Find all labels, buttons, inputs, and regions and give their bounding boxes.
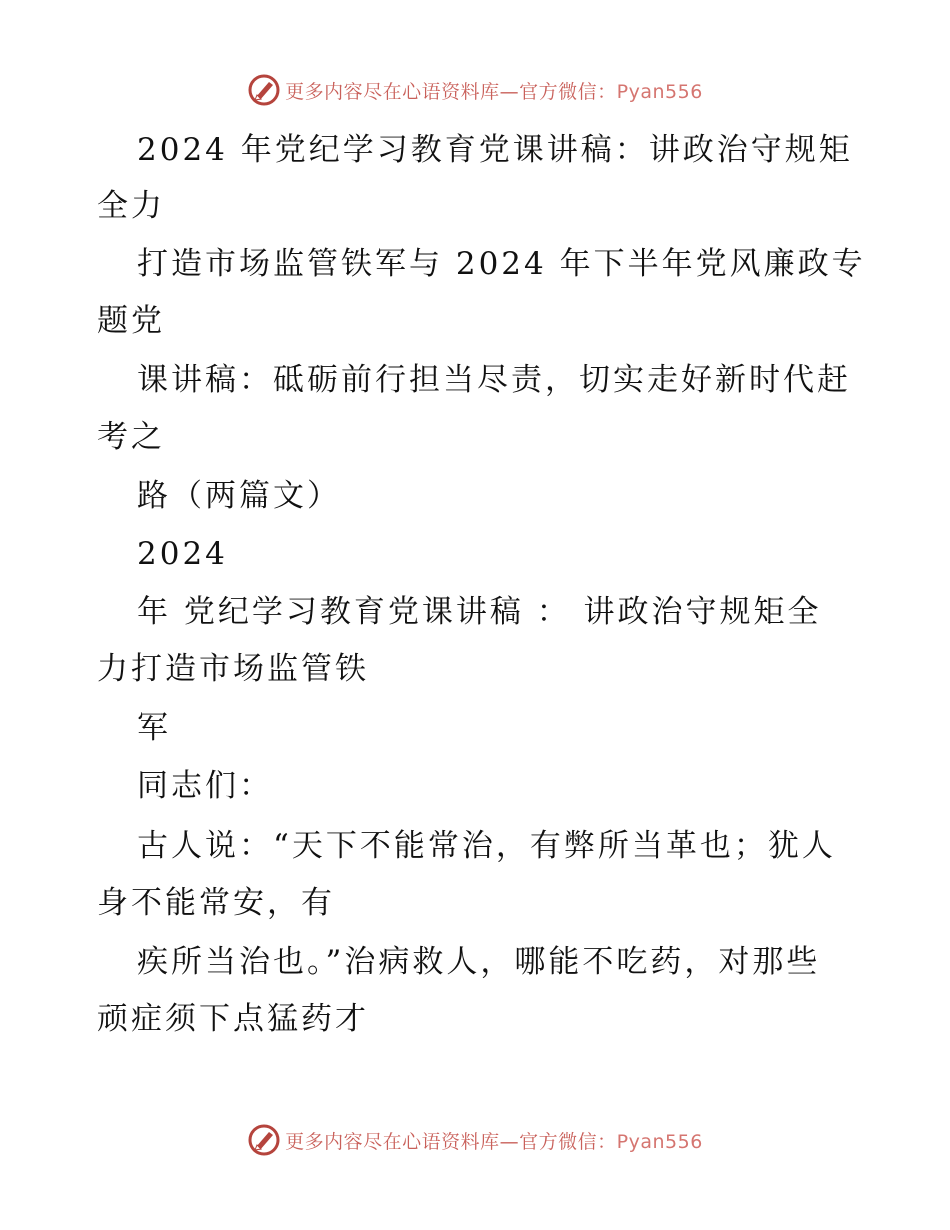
doc-line: 疾所当治也。”治病救人，哪能不吃药，对那些 [137, 944, 821, 980]
doc-line: 路（两篇文） [137, 478, 341, 514]
doc-line: 军 [137, 710, 171, 746]
doc-line: 全力 [97, 188, 165, 224]
watermark-text: 更多内容尽在心语资料库—官方微信：Pyan556 [285, 80, 703, 103]
pen-seal-icon [247, 73, 281, 107]
doc-line: 身不能常安，有 [97, 885, 335, 921]
pen-seal-icon [247, 1123, 281, 1157]
doc-line: 考之 [97, 419, 165, 455]
doc-line: 题党 [97, 303, 165, 339]
watermark-wechat-id: Pyan556 [616, 1130, 703, 1153]
doc-line: 力打造市场监管铁 [97, 651, 369, 687]
watermark-text: 更多内容尽在心语资料库—官方微信：Pyan556 [285, 1130, 703, 1153]
header-watermark [0, 70, 950, 110]
watermark-wechat-id: Pyan556 [616, 80, 703, 103]
doc-line: 年 党纪学习教育党课讲稿 ： 讲政治守规矩全 [137, 594, 822, 630]
doc-line: 顽症须下点猛药才 [97, 1001, 369, 1037]
doc-line: 课讲稿：砥砺前行担当尽责，切实走好新时代赶 [137, 362, 851, 398]
doc-line: 2024 [137, 536, 228, 572]
doc-line: 2024 年党纪学习教育党课讲稿：讲政治守规矩 [137, 132, 853, 168]
doc-line: 同志们： [137, 768, 273, 804]
footer-watermark [0, 1120, 950, 1160]
doc-line: 打造市场监管铁军与 2024 年下半年党风廉政专 [137, 246, 866, 282]
doc-line: 古人说：“天下不能常治，有弊所当革也；犹人 [137, 828, 836, 864]
